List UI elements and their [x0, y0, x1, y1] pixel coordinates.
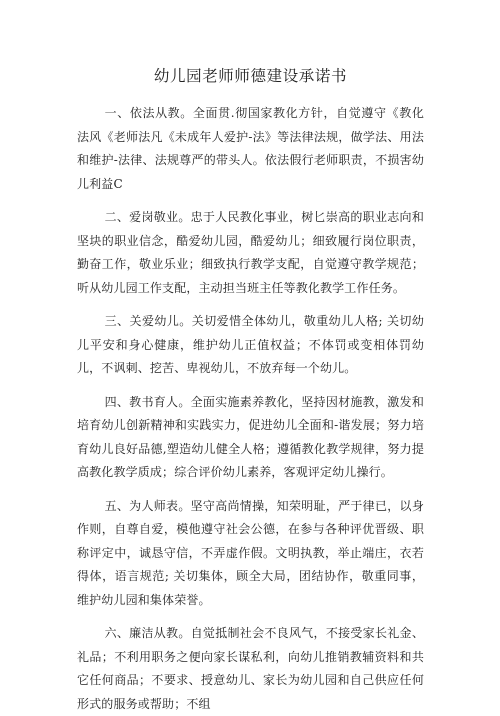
paragraph-integrity: 六、廉洁从教。自觉抵制社会不良风气，不接受家长礼金、礼品；不利用职务之便向家长谋私利，向幼儿推销教辅资料和共它任何商品；不要求、授意幼儿、家长为幼儿园和自己供应任何形式的服务或帮助；不组 [77, 626, 424, 711]
paragraph-educate: 四、教书育人。全面实施素养教化，坚持因材施教，激发和培育幼儿创新精神和实践实力，促进幼儿全面和-谐发展；努力培育幼儿良好品德,塑造幼儿健全人格；遵循教化教学规律，努力提高教化教学质成；综合评价幼儿素养，客观评定幼儿操行。 [77, 394, 424, 479]
paragraph-law-teaching: 一、依法从教。全面贯.彻国家教化方针，自觉遵守《教化法风《老师法凡《未成年人爱护-法》等法律法规，做学法、用法和维护-法律、法规尊严的带头人。依法假行老师职责，不损害幼儿利益C [77, 106, 424, 191]
document-title: 幼儿园老师师德建设承诺书 [153, 67, 348, 85]
paragraph-role-model: 五、为人师表。坚守高尚情操，知荣明耻，严于律已，以身作则，自尊自爱，模他遵守社会公德，在参与各种评优晋级、职称评定中，诚恳守信，不弄虚作假。文明执教，举止端庄，衣若得体，语言规范; 关切集体，顾全大局，团结协作，敬重同事，维护幼儿园和集体荣誉。 [77, 498, 424, 607]
paragraph-care-children: 三、关爱幼儿。关切爱惜全体幼儿，敬重幼儿人格; 关切幼儿平安和身心健康，维护幼儿正值权益；不体罚或变相体罚幼儿，不讽刺、挖苦、卑视幼儿，不放弃每一个幼儿。 [77, 314, 424, 375]
paragraph-dedication: 二、爱岗敬业。忠于人民教化事业，树匕崇高的职业志向和坚块的职业信念，酷爱幼儿园，酷爱幼儿；细致履行岗位职责，勤奋工作，敬业乐业；细致执行教学支配，自觉遵守教学规范；听从幼儿园工作支配，主动担当班主任等教化教学工作任务。 [77, 210, 424, 295]
